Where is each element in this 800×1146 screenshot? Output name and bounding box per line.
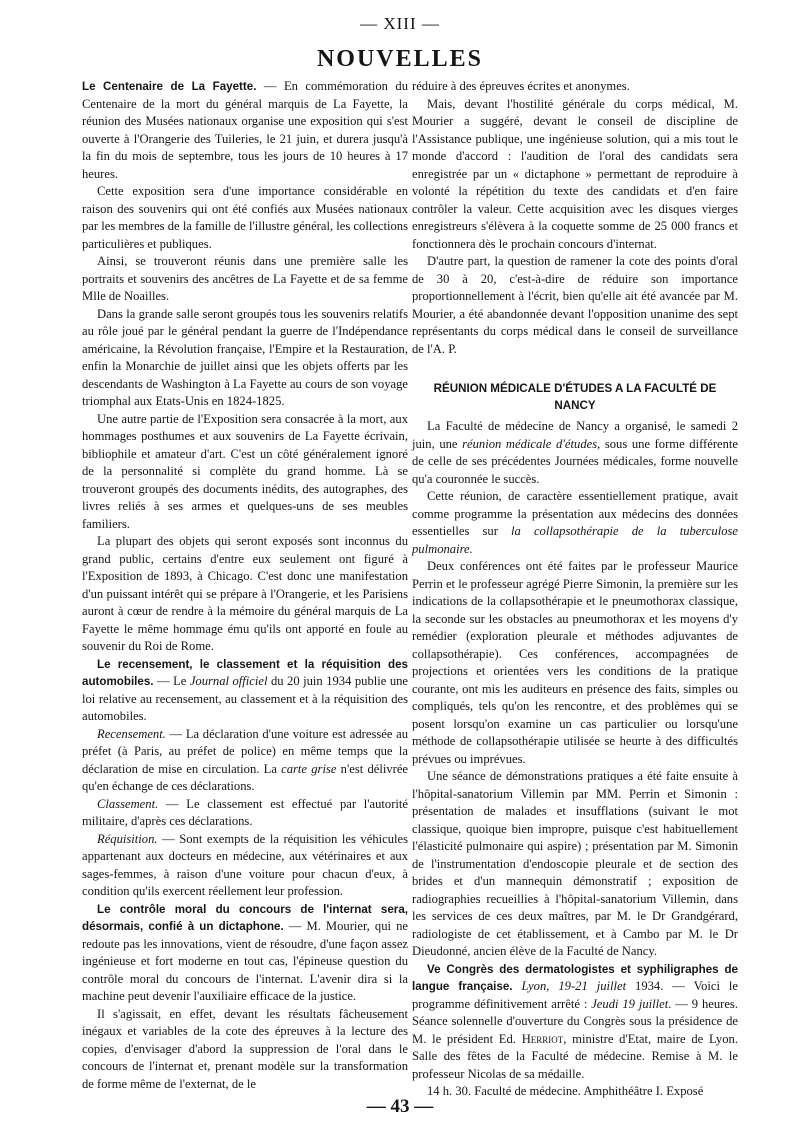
article-internat-headline: Le contrôle moral du concours de l'internat sera, désormais, confié à un dictaphone. <box>82 902 408 933</box>
article-internat-intro: Le contrôle moral du concours de l'internat sera, désormais, confié à un dictaphone. — M. Mourier, qui ne redoute pas les innovations, vient de résoudre, d'une façon assez ingénieuse et fort moderne en tout cas, l'épineuse question du contrôle moral du concours de l'internat. L'avenir dira si la machine peut devenir l'auxiliaire efficace de la justice. <box>82 902 408 1003</box>
paragraph: La plupart des objets qui seront exposés sont inconnus du grand public, certains d'entre eux seulement ont figuré à l'Exposition de 1893, à Chicago. C'est donc une manifestation d'un puissant intérêt qui se prépare à l'Orangerie, et les Parisiens auront à cœur de rendre à la mémoire du général marquis de La Fayette le même hommage ému qu'ils ont apporté en foule au souvenir du Roi de Rome. <box>82 534 408 653</box>
paragraph: Ainsi, se trouveront réunis dans une première salle les portraits et souvenirs des ancêtres de La Fayette et de sa femme Mlle de Noailles. <box>82 254 408 303</box>
page-number: — 43 — <box>366 1096 434 1117</box>
article-recensement-intro: Le recensement, le classement et la réquisition des automobiles. — Le Journal officiel du 20 juin 1934 publie une loi relative au recensement, au classement et à la réquisition des automobiles. <box>82 657 409 723</box>
paragraph: 14 h. 30. Faculté de médecine. Amphithéâtre I. Exposé <box>427 1084 704 1098</box>
right-column <box>412 78 738 1101</box>
page-title: NOUVELLES <box>316 46 484 72</box>
article-lafayette-intro: Le Centenaire de La Fayette. — En commémoration du Centenaire de la mort du général marquis de La Fayette, la réunion des Musées nationaux organise une exposition qui s'est ouverte à l'Orangerie des Tuileries, le 21 juin, et durera jusqu'à la fin du mois de septembre, tous les jours de 10 heures à 17 heures. <box>82 79 408 181</box>
roman-page-number: — XIII — <box>360 14 440 33</box>
paragraph: Dans la grande salle seront groupés tous les souvenirs relatifs au rôle joué par le général pendant la guerre de l'Indépendance américaine, la Révolution française, l'Empire et la Restauration, enfin la Monarchie de juillet ainsi que les objets offerts par les descendants de Washington à La Fayette au cours de son voyage triomphal aux Etats-Unis en 1824-1825. <box>82 306 408 408</box>
paragraph: Réquisition. — Sont exempts de la réquisition les véhicules appartenant aux docteurs en médecine, aux vétérinaires et aux sages-femmes, à raison d'une voiture pour chacun d'eux, à condition qu'ils exercent réellement leur profession. <box>82 831 408 898</box>
article-recensement-headline: Le recensement, le classement et la réquisition des automobiles. <box>82 657 408 688</box>
paragraph: Classement. — Le classement est effectué par l'autorité militaire, d'après ces déclarations. <box>82 796 408 828</box>
article-congres-intro: Ve Congrès des dermatologistes et syphiligraphes de langue française. Lyon, 19-21 juillet 1934. — Voici le programme définitivement arrêté : Jeudi 19 juillet. — 9 heures. Séance solennelle d'ouverture du Congrès sous la présidence de M. le président Ed. Herriot, ministre d'Etat, maire de Lyon. Salle des fêtes de la Faculté de médecine. Remise à M. le professeur Nicolas de sa médaille. <box>412 962 738 1081</box>
article-congres-headline: Ve Congrès des dermatologistes et syphiligraphes de langue française. <box>412 962 738 993</box>
paragraph: La Faculté de médecine de Nancy a organisé, le samedi 2 juin, une réunion médicale d'études, sous une forme différente de celle de ses précédentes Journées médicales, forme nouvelle qu'a couronnée le succès. <box>412 419 738 486</box>
paragraph: Il s'agissait, en effet, devant les résultats fâcheusement inégaux et variables de la cote des épreuves à la lecture des copies, d'envisager d'abord la suppression de l'oral dans le concours de l'internat et, prenant modèle sur la transformation de forme même de l'externat, de le <box>82 1006 408 1091</box>
article-lafayette-headline: Le Centenaire de La Fayette. <box>82 80 257 93</box>
paragraph: Mais, devant l'hostilité générale du corps médical, M. Mourier a suggéré, devant le conseil de discipline de l'Assistance publique, une ingénieuse solution, qui a mis tout le monde d'accord : l'audition de l'oral des candidats sera enregistrée par un « dictaphone » permettant de reproduire à volonté la répétition du texte des candidats et d'en faire contrôler la valeur. Cette acquisition avec les disques vierges enregistreurs s'élèvera à la coquette somme de 25 000 francs et fonctionnera dès le prochain concours d'internat. <box>412 96 738 251</box>
paragraph: Recensement. — La déclaration d'une voiture est adressée au préfet (à Paris, au préfet de police) en même temps que la déclaration de mise en circulation. La carte grise n'est délivrée qu'en échange de ces déclarations. <box>82 726 408 793</box>
paragraph: Une autre partie de l'Exposition sera consacrée à la mort, aux hommages posthumes et aux souvenirs de La Fayette écrivain, bibliophile et amateur d'art. C'est un côté généralement ignoré de la personnalité si complète du grand homme. Là se trouveront groupés des documents inédits, des autographes, des livres reliés à ses armes et quelques-uns de ses meubles familiers. <box>82 411 408 531</box>
paragraph: Une séance de démonstrations pratiques a été faite ensuite à l'hôpital-sanatorium Villemin par MM. Perrin et Simonin : présentation de malades et insufflations (suivant le mot classique, quoique bien impropre, puisque c'est habituellement l'élasticité pulmonaire qui aspire) ; présentation par M. Simonin de l'instrumentation d'endoscopie pleurale et de section des brides et d'un mannequin démonstratif ; exposition de radiographies recueillies à l'hôpital-sanatorium Villemin, dans les services de ces deux maîtres, par M. le Dr Grandgérard, radiologiste de cet établissement, et à Cambo par M. le Dr Dieudonné, ancien élève de la Faculté de Nancy. <box>412 769 738 958</box>
left-column <box>82 78 408 1093</box>
paragraph: Deux conférences ont été faites par le professeur Maurice Perrin et le professeur agrégé Pierre Simonin, la première sur les indications de la collapsothérapie et le pneumothorax classique, la seconde sur les obstacles au pneumothorax et les moyens d'y remédier (exploration pleurale et méthodes adjuvantes de collapsothérapie). Ces conférences, accompagnées de projections et orientées vers les conditions de la pratique courante, ont mis les auditeurs en présence des faits, simples ou compliqués, tels qu'on les rencontre, et des problèmes qui se posent lorsqu'on examine un cas particulier ou lorsqu'une méthode de collapsothérapie utilisée se heurte à des difficultés prévues ou imprévues. <box>412 559 738 766</box>
paragraph: Cette réunion, de caractère essentiellement pratique, avait comme programme la présentation aux médecins des données essentielles sur la collapsothérapie de la tuberculose pulmonaire. <box>412 489 738 556</box>
paragraph: Cette exposition sera d'une importance considérable en raison des souvenirs qui ont été confiés aux Musées nationaux par les membres de la famille de l'illustre général, les collections particulières et publiques. <box>82 184 408 251</box>
section-title-nancy: RÉUNION MÉDICALE D'ÉTUDES A LA FACULTÉ DE NANCY <box>433 382 717 412</box>
paragraph: D'autre part, la question de ramener la cote des points d'oral de 30 à 20, c'est-à-dire de réduire son importance proportionnellement à l'écrit, bien qu'elle ait été avancée par M. Mourier, a été abandonnée devant l'opposition unanime des sept représentants du corps médical dans le conseil de surveillance de l'A. P. <box>412 254 738 356</box>
paragraph: réduire à des épreuves écrites et anonymes. <box>412 79 630 93</box>
